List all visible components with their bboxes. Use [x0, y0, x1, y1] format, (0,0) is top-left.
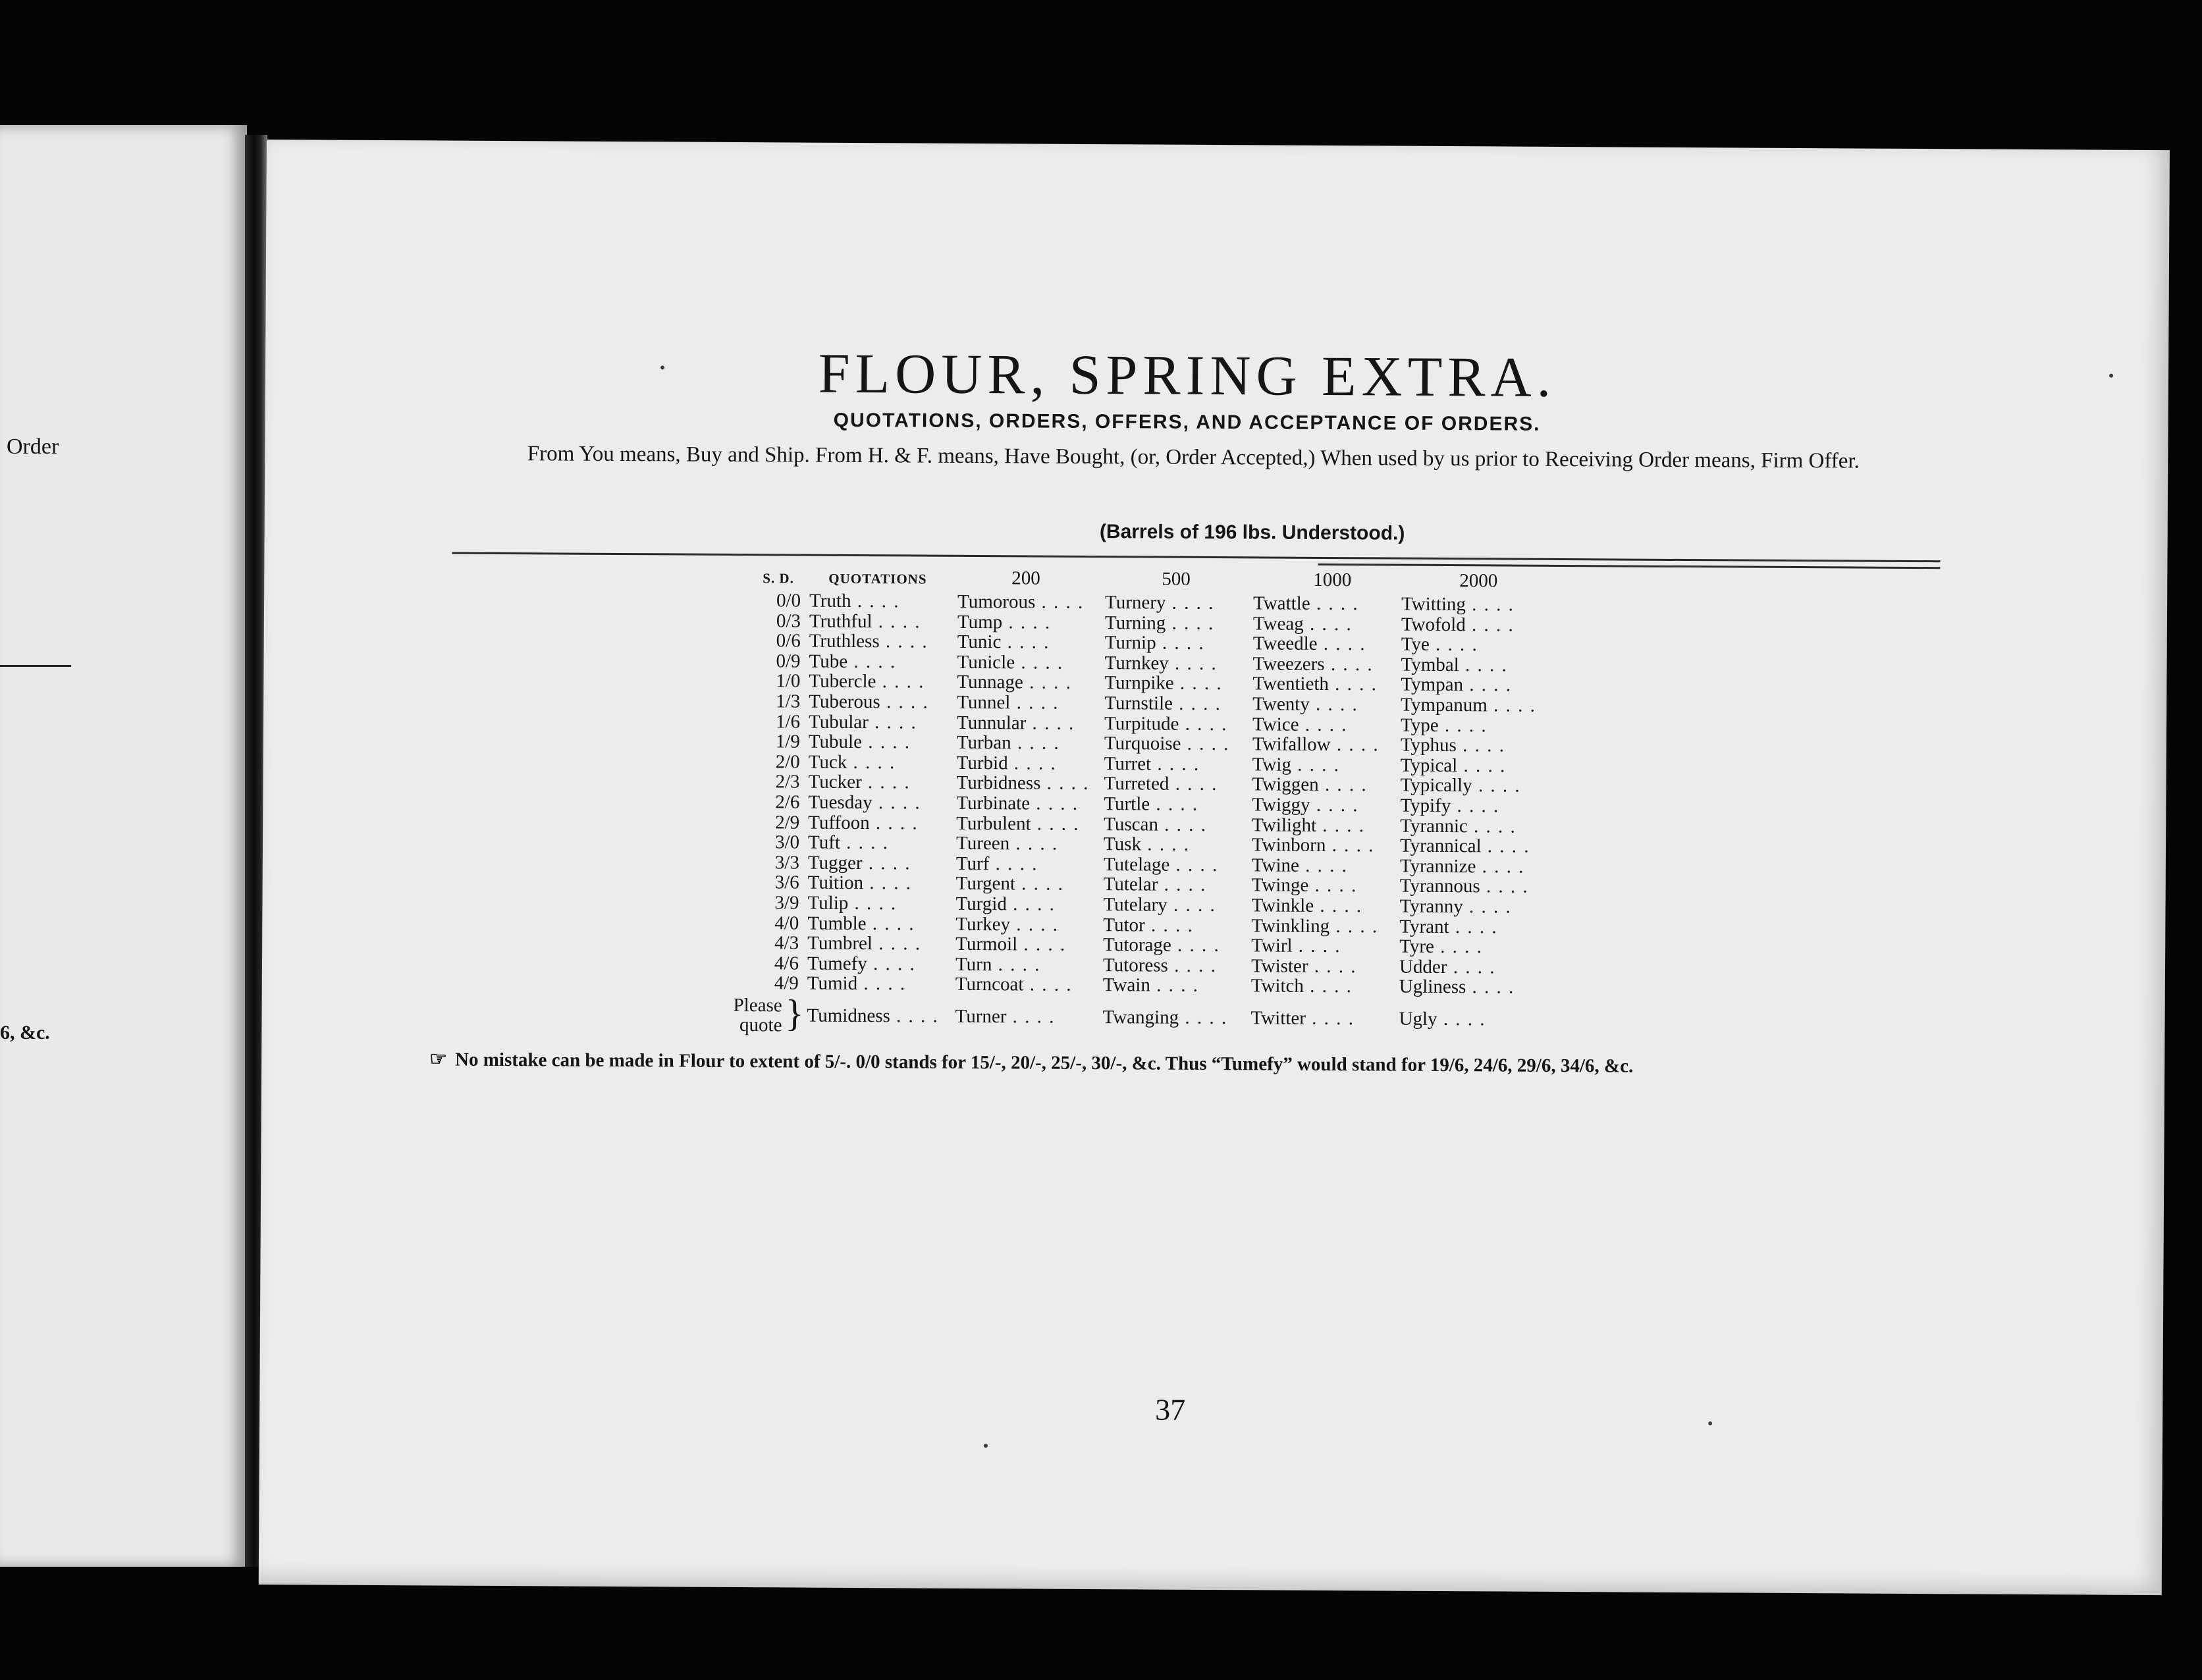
code-word-cell: Turncoat . . . . — [955, 974, 1100, 996]
price-code-cell: 0/6 — [776, 630, 801, 652]
code-word-cell: Tyranny . . . . — [1399, 896, 1538, 918]
code-word-cell: Twitch . . . . — [1251, 976, 1399, 998]
code-word-cell: Tube . . . . — [809, 650, 944, 673]
print-speck — [984, 1444, 988, 1448]
code-word-cell: Tutorage . . . . — [1103, 934, 1251, 957]
code-word-cell: Turbulent . . . . — [956, 812, 1101, 835]
code-word-cell: Typically . . . . — [1400, 775, 1538, 797]
code-word-cell: Typify . . . . — [1400, 795, 1538, 818]
code-word-cell: Tucker . . . . — [808, 772, 943, 794]
table-body — [759, 590, 1488, 998]
header-200: 200 — [1011, 567, 1040, 589]
code-word-cell: Turning . . . . — [1105, 612, 1253, 635]
code-word-cell: Twain . . . . — [1103, 974, 1251, 997]
code-word-cell: Twine . . . . — [1252, 854, 1400, 877]
code-word-cell: Tubule . . . . — [809, 731, 944, 754]
code-word-cell: Turret . . . . — [1104, 753, 1252, 775]
code-word-cell: Truth . . . . — [809, 591, 944, 613]
code-word-cell: Tyrannic . . . . — [1400, 815, 1538, 837]
code-word-cell: Udder . . . . — [1399, 956, 1538, 978]
code-word-cell: Turmoil . . . . — [955, 933, 1100, 956]
code-word-cell: Tunnular . . . . — [957, 712, 1102, 734]
code-word-cell: Twofold . . . . — [1401, 614, 1540, 636]
please-quote-cell: Ugly . . . . — [1399, 1008, 1486, 1030]
code-word-cell: Tuft . . . . — [808, 832, 943, 854]
print-speck — [1708, 1421, 1712, 1425]
code-word-cell: Twifallow . . . . — [1252, 734, 1401, 756]
price-code-cell: 1/9 — [775, 731, 800, 752]
header-1000: 1000 — [1313, 569, 1352, 591]
code-word-cell: Twiggen . . . . — [1252, 774, 1400, 797]
price-code-cell: 2/3 — [775, 771, 800, 793]
code-word-cell: Tutelage . . . . — [1104, 854, 1252, 876]
price-code-cell: 3/3 — [774, 852, 799, 874]
code-word-cell: Twig . . . . — [1252, 754, 1401, 776]
code-word-cell: Tuberous . . . . — [809, 691, 944, 714]
price-code-cell: 1/3 — [776, 691, 801, 712]
header-rule — [452, 552, 1940, 563]
please-quote-cell: Tumidness . . . . — [807, 1005, 938, 1027]
code-word-cell: Turkey . . . . — [955, 913, 1100, 935]
pointing-hand-icon: ☞ — [429, 1048, 448, 1070]
code-word-cell: Tutelary . . . . — [1103, 894, 1251, 916]
quote-label: quote — [739, 1014, 782, 1036]
code-word-cell: Ugliness . . . . — [1399, 976, 1538, 999]
code-word-cell: Twenty . . . . — [1252, 693, 1401, 716]
code-word-cell: Turnpike . . . . — [1104, 672, 1252, 695]
code-word-cell: Tutelar . . . . — [1104, 874, 1252, 896]
code-word-cell: Tutor . . . . — [1103, 914, 1251, 937]
code-word-cell: Twinkling . . . . — [1251, 915, 1399, 937]
code-word-cell: Turpitude . . . . — [1104, 713, 1252, 735]
price-code-cell: 4/9 — [774, 972, 799, 994]
code-word-cell: Turbinate . . . . — [956, 793, 1101, 815]
code-word-cell: Tunic . . . . — [957, 631, 1102, 654]
please-quote-label — [722, 995, 782, 1036]
code-word-cell: Tulip . . . . — [807, 893, 942, 915]
code-word-cell: Twattle . . . . — [1253, 592, 1401, 615]
please-quote-cell: Turner . . . . — [955, 1006, 1055, 1028]
price-code-cell: 1/0 — [776, 670, 801, 692]
code-word-cell: Tyre . . . . — [1399, 936, 1538, 958]
code-word-cell: Tumorous . . . . — [957, 591, 1102, 614]
code-word-cell: Tunnel . . . . — [957, 692, 1102, 714]
code-word-cell: Tureen . . . . — [956, 833, 1101, 855]
code-word-cell: Tuscan . . . . — [1104, 814, 1252, 836]
print-speck — [660, 365, 664, 369]
header-sd: S. D. — [763, 570, 794, 587]
code-word-cell: Tuck . . . . — [809, 751, 944, 774]
price-code-cell: 4/6 — [774, 953, 799, 974]
price-code-cell: 2/6 — [775, 791, 800, 813]
code-word-cell: Truthless . . . . — [809, 631, 944, 653]
price-code-cell: 0/3 — [776, 610, 801, 632]
code-word-cell: Twice . . . . — [1252, 714, 1401, 736]
code-word-cell: Twentieth . . . . — [1252, 673, 1401, 696]
price-code-cell: 2/9 — [775, 811, 800, 833]
code-word-cell: Turn . . . . — [955, 954, 1100, 976]
code-word-cell: Tye . . . . — [1401, 634, 1540, 656]
left-fragment-order: Order — [7, 434, 59, 459]
page-title: FLOUR, SPRING EXTRA. — [818, 341, 1557, 409]
price-code-cell: 4/3 — [774, 932, 799, 954]
code-word-cell: Turgid . . . . — [955, 893, 1100, 916]
code-table — [733, 566, 1498, 1036]
price-code-cell: 0/0 — [776, 590, 801, 612]
barrels-note: (Barrels of 196 lbs. Understood.) — [1099, 521, 1405, 544]
please-quote-cell: Twanging . . . . — [1102, 1007, 1227, 1029]
code-word-cell: Tyrannical . . . . — [1400, 835, 1538, 858]
code-word-cell: Tuffoon . . . . — [808, 812, 943, 834]
left-fragment-rule — [0, 665, 71, 667]
page-subtitle: QUOTATIONS, ORDERS, OFFERS, AND ACCEPTANCE OF ORDERS. — [833, 409, 1541, 435]
code-word-cell: Twinge . . . . — [1252, 875, 1400, 897]
code-word-cell: Tympanum . . . . — [1401, 695, 1539, 717]
code-word-cell: Tweedle . . . . — [1253, 633, 1401, 656]
please-quote-cell: Twitter . . . . — [1250, 1007, 1355, 1030]
price-code-cell: 1/6 — [775, 710, 801, 733]
code-word-cell: Tuesday . . . . — [808, 792, 943, 814]
code-word-cell: Twiggy . . . . — [1252, 794, 1400, 816]
footnote — [429, 1047, 1983, 1079]
header-quotations: QUOTATIONS — [828, 570, 927, 587]
code-word-cell: Turnip . . . . — [1105, 632, 1253, 654]
code-word-cell: Turquoise . . . . — [1104, 733, 1252, 755]
code-word-cell: Turf . . . . — [956, 853, 1101, 876]
code-word-cell: Twilight . . . . — [1252, 814, 1400, 837]
code-word-cell: Turbidness . . . . — [956, 772, 1101, 795]
price-code-cell: 4/0 — [774, 912, 799, 934]
document-page — [259, 140, 2170, 1595]
code-word-cell: Tunicle . . . . — [957, 652, 1102, 674]
code-word-cell: Tubular . . . . — [809, 711, 944, 733]
code-word-cell: Turbid . . . . — [957, 752, 1102, 775]
header-500: 500 — [1162, 568, 1191, 590]
code-word-cell: Tumble . . . . — [807, 912, 942, 935]
code-word-cell: Turnery . . . . — [1105, 592, 1253, 614]
code-word-cell: Tweag . . . . — [1253, 613, 1401, 635]
code-word-cell: Turtle . . . . — [1104, 793, 1252, 816]
price-code-cell: 2/0 — [775, 751, 800, 773]
previous-page-fragment — [0, 125, 247, 1567]
code-word-cell: Tumid . . . . — [807, 973, 942, 995]
code-word-cell: Type . . . . — [1401, 714, 1539, 737]
code-word-cell: Tymbal . . . . — [1401, 654, 1539, 676]
code-word-cell: Twitting . . . . — [1401, 594, 1540, 616]
left-fragment-bottom: 6, &c. — [0, 1022, 50, 1043]
header-rule-secondary — [1318, 564, 1940, 569]
page-number: 37 — [1155, 1392, 1186, 1427]
code-word-cell: Truthful . . . . — [809, 610, 944, 633]
code-word-cell: Tubercle . . . . — [809, 671, 944, 693]
code-word-cell: Tugger . . . . — [808, 852, 943, 874]
footnote-text: No mistake can be made in Flour to extent of 5/-. 0/0 stands for 15/-, 20/-, 25/-, 30/-, &c. Thus “Tumefy” would stand for 19/6, 24/6, 29/6, 34/6, &c. — [455, 1049, 1634, 1077]
code-word-cell: Tyrannize . . . . — [1400, 855, 1538, 878]
please-label: Please — [733, 994, 782, 1016]
code-word-cell: Turban . . . . — [957, 732, 1102, 754]
code-word-cell: Twister . . . . — [1251, 955, 1399, 978]
code-word-cell: Turnkey . . . . — [1104, 652, 1252, 675]
price-code-cell: 3/9 — [774, 892, 799, 914]
code-word-cell: Turgent . . . . — [956, 873, 1101, 895]
code-word-cell: Tympan . . . . — [1401, 674, 1539, 696]
code-word-cell: Tusk . . . . — [1104, 833, 1252, 856]
code-word-cell: Tyrant . . . . — [1399, 916, 1538, 938]
code-word-cell: Tumbrel . . . . — [807, 933, 942, 955]
code-word-cell: Twirl . . . . — [1251, 935, 1399, 957]
code-word-cell: Tump . . . . — [957, 611, 1102, 633]
code-word-cell: Tumefy . . . . — [807, 953, 942, 975]
code-word-cell: Tweezers . . . . — [1252, 653, 1401, 675]
code-word-cell: Turnstile . . . . — [1104, 693, 1252, 715]
code-explanation: From You means, Buy and Ship. From H. & F. means, Have Bought, (or, Order Accepted,) When used by us prior to Receiving Order means, Firm Offer. — [527, 442, 1860, 473]
code-word-cell: Tutoress . . . . — [1103, 955, 1251, 977]
code-word-cell: Typhus . . . . — [1401, 735, 1539, 757]
code-word-cell: Tyrannous . . . . — [1400, 876, 1538, 898]
code-word-cell: Twinborn . . . . — [1252, 834, 1400, 856]
code-word-cell: Twinkle . . . . — [1251, 895, 1399, 917]
price-code-cell: 0/9 — [776, 650, 801, 672]
code-word-cell: Typical . . . . — [1401, 754, 1539, 777]
brace-mark: } — [785, 991, 804, 1035]
code-word-cell: Turreted . . . . — [1104, 773, 1252, 795]
price-code-cell: 3/6 — [774, 872, 799, 893]
code-word-cell: Tunnage . . . . — [957, 671, 1102, 694]
price-code-cell: 3/0 — [774, 831, 800, 853]
header-2000: 2000 — [1459, 570, 1498, 592]
print-speck — [2109, 374, 2113, 378]
code-word-cell: Tuition . . . . — [808, 872, 943, 895]
